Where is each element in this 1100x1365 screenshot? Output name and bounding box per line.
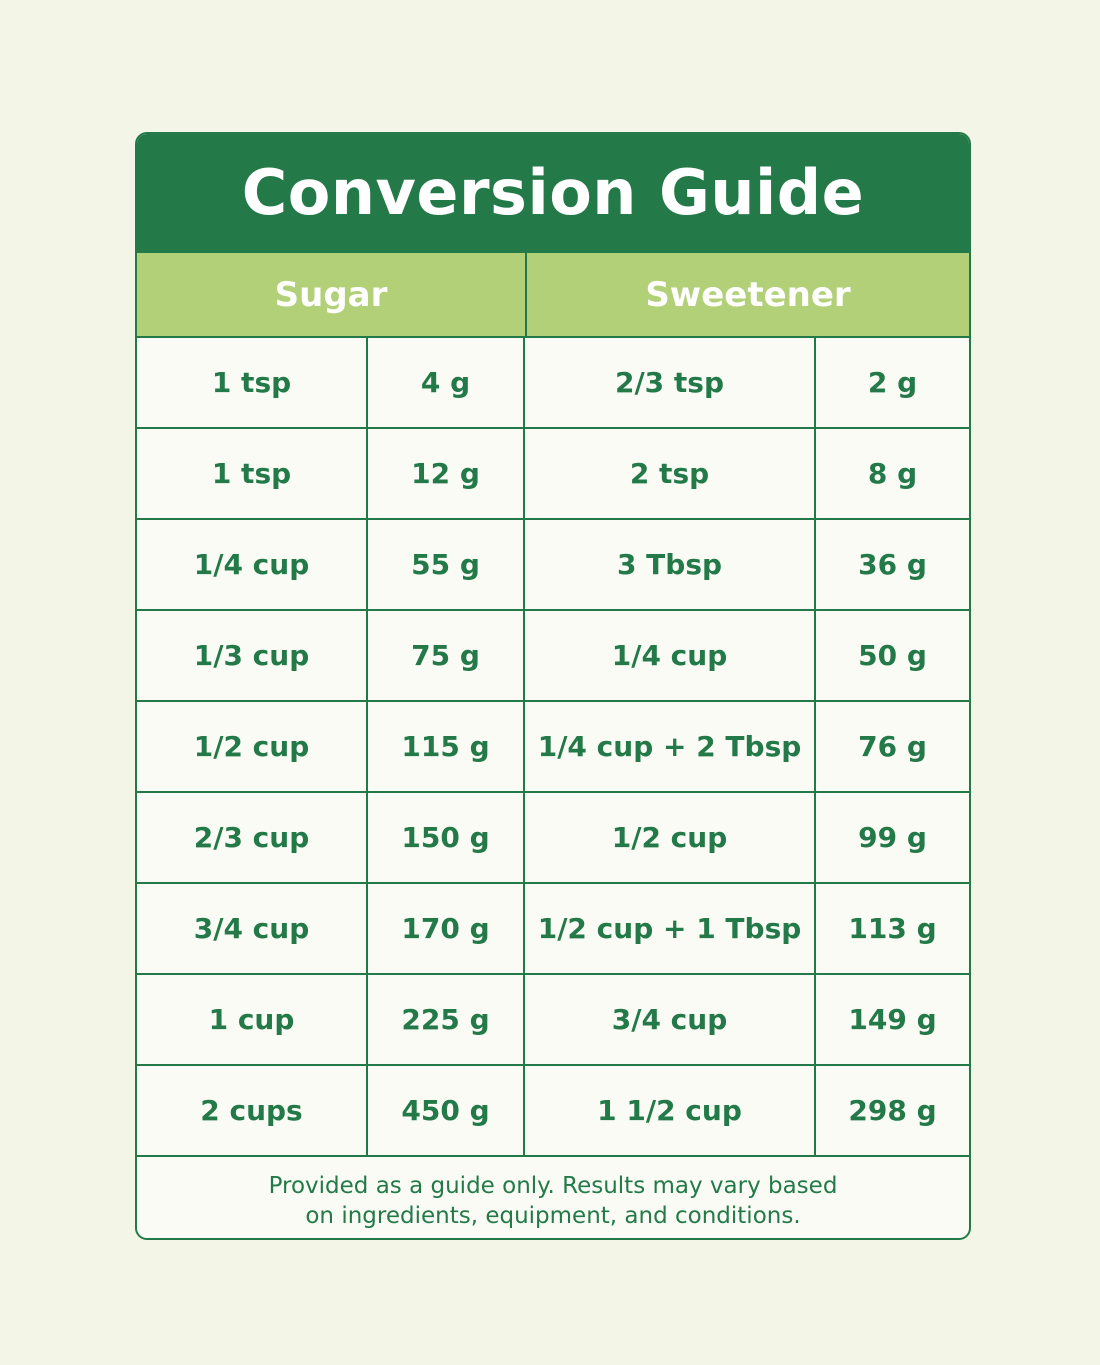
sugar-grams-cell: 450 g (368, 1066, 525, 1155)
sweetener-grams-cell: 99 g (858, 821, 927, 854)
disclaimer-line-2: on ingredients, equipment, and conditions. (305, 1203, 801, 1229)
sweetener-amount-cell: 3 Tbsp (525, 520, 816, 609)
table-row (137, 793, 969, 884)
sweetener-grams-cell: 298 g (848, 1094, 937, 1127)
sugar-grams-cell: 150 g (368, 793, 525, 882)
sweetener-amount-cell: 3/4 cup (525, 975, 816, 1064)
sugar-grams-cell: 225 g (368, 975, 525, 1064)
column-header-sweetener: Sweetener (645, 274, 851, 315)
sugar-amount-cell: 1/3 cup (137, 611, 368, 700)
sugar-grams-cell: 170 g (368, 884, 525, 973)
sweetener-grams-cell: 113 g (848, 912, 937, 945)
sweetener-amount-cell: 2/3 tsp (525, 338, 816, 427)
sweetener-amount-cell: 1/4 cup + 2 Tbsp (525, 702, 816, 791)
sweetener-grams-cell: 2 g (867, 366, 918, 399)
sweetener-grams-cell: 149 g (848, 1003, 937, 1036)
column-header-sugar: Sugar (137, 253, 527, 336)
page-title: Conversion Guide (241, 156, 865, 229)
sweetener-grams-cell: 36 g (858, 548, 927, 581)
sugar-amount-cell: 1/2 cup (137, 702, 368, 791)
sweetener-amount-cell: 1/4 cup (525, 611, 816, 700)
sweetener-grams-cell: 76 g (858, 730, 927, 763)
sugar-grams-cell: 115 g (368, 702, 525, 791)
sweetener-grams-cell: 8 g (867, 457, 918, 490)
sweetener-amount-cell: 1/2 cup (525, 793, 816, 882)
sweetener-amount-cell: 1 1/2 cup (525, 1066, 816, 1155)
sweetener-amount-cell: 2 tsp (525, 429, 816, 518)
column-header-row (137, 251, 969, 338)
disclaimer-line-1: Provided as a guide only. Results may vary based (268, 1173, 838, 1199)
table-row (137, 429, 969, 520)
conversion-card (135, 132, 971, 1240)
sugar-grams-cell: 4 g (368, 338, 525, 427)
table-row (137, 975, 969, 1066)
table-row (137, 338, 969, 429)
sugar-amount-cell: 1 cup (137, 975, 368, 1064)
disclaimer-footer (137, 1157, 969, 1240)
table-row (137, 884, 969, 975)
sweetener-amount-cell: 1/2 cup + 1 Tbsp (525, 884, 816, 973)
sugar-grams-cell: 55 g (368, 520, 525, 609)
sugar-amount-cell: 1/4 cup (137, 520, 368, 609)
sugar-amount-cell: 2/3 cup (137, 793, 368, 882)
table-row (137, 611, 969, 702)
title-bar (137, 134, 969, 251)
sugar-amount-cell: 1 tsp (137, 338, 368, 427)
sugar-amount-cell: 1 tsp (137, 429, 368, 518)
table-row (137, 702, 969, 793)
table-row (137, 1066, 969, 1157)
sugar-grams-cell: 12 g (368, 429, 525, 518)
sugar-grams-cell: 75 g (368, 611, 525, 700)
conversion-table-body (137, 338, 969, 1157)
sweetener-grams-cell: 50 g (858, 639, 927, 672)
sugar-amount-cell: 2 cups (137, 1066, 368, 1155)
sugar-amount-cell: 3/4 cup (137, 884, 368, 973)
table-row (137, 520, 969, 611)
